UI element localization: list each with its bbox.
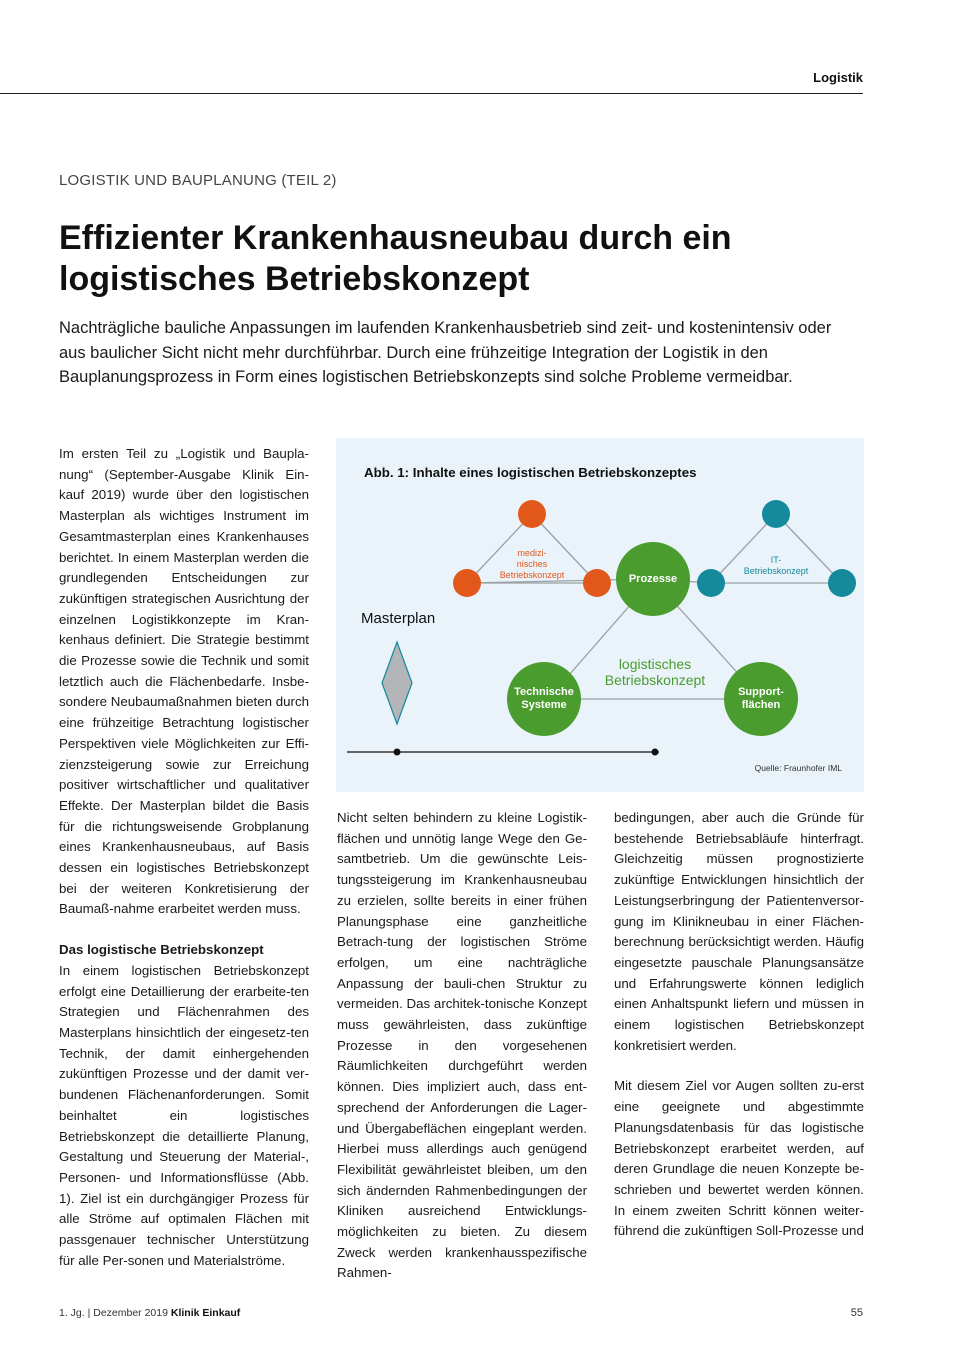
footer-issue: 1. Jg. | Dezember 2019	[59, 1307, 168, 1319]
timeline-dot-concept	[652, 749, 659, 756]
figure-1	[336, 438, 864, 792]
medical-node-top	[518, 500, 546, 528]
figure-title: Abb. 1: Inhalte eines logistischen Betriebskonzeptes	[364, 465, 697, 480]
header-section-label: Logistik	[813, 70, 863, 85]
timeline-dot-masterplan	[394, 749, 401, 756]
medical-node-left	[453, 569, 481, 597]
text-column-3	[614, 808, 864, 1242]
col1-subheading: Das logistische Betriebskonzept	[59, 942, 264, 958]
page-number: 55	[850, 1307, 863, 1319]
col1-paragraph-2: In einem logistischen Betriebskonzept erfolgt eine Detaillierung der erarbeite-ten Strategien und Flächenrahmen des Masterplans hinsichtlich der eingesetz-ten Technik, der damit einhergehenden zukünftigen Prozesse und der damit ver-bundenen Flächenanforderungen. Somit beinhaltet ein logistisches Betriebskonzept die detaillierte Planung, Gestaltung und Steuerung der Material-, Personen- und Informationsflüsse (Abb. 1). Ziel ist ein durchgängiger Prozess für alle Ströme auf optimalen Flächen mit passgenauer technischer Unterstützung für alle Per-sonen und Materialströme.	[59, 962, 309, 1268]
it-node-right	[828, 569, 856, 597]
processes-label: Prozesse	[628, 573, 678, 585]
article-kicker: LOGISTIK UND BAUPLANUNG (TEIL 2)	[59, 172, 337, 189]
medical-node-right	[583, 569, 611, 597]
tech-systems-label: Technische Systeme	[514, 686, 574, 711]
col1-paragraph-1: Im ersten Teil zu „Logistik und Baupla-nung“ (September-Ausgabe Klinik Ein-kauf 2019) wurde über den logistischen Masterplan als wichtiges Instrument im Gesamtmasterplan eines Krankenhauses berichtet. In einem Masterplan werden die grundlegenden Entscheidungen zur zukünftigen strategischen Ausrichtung der einzelnen Logistikkonzepte im Kran-kenhaus definiert. Die Strategie bestimmt die Prozesse sowie die Technik und somit letztlich auch die Flächenbedarfe. Insbe-sondere Neubaumaßnahmen bieten durch eine frühzeitige Betrachtung logistischer Perspektiven viele Möglichkeiten zur Effi-zienzsteigerung sowie zur Erreichung positiver wirtschaftlicher und qualitativer Effekte. Der Masterplan bildet die Basis für die richtungsweisende Grobplanung eines Krankenhausneubaus, auf Basis dessen ein logistisches Betriebskonzept bei der weiteren Konkretisierung der Baumaß-nahme erarbeitet werden muss.	[59, 446, 309, 917]
masterplan-diamond	[382, 642, 412, 724]
article-lead: Nachträgliche bauliche Anpassungen im laufenden Krankenhausbetrieb sind zeit- und kostenintensiv oder aus baulicher Sicht nicht mehr durchführbar. Durch eine frühzeitige Integration der Logistik in den Bauplanungsprozess in Form eines logistischen Betriebskonzepts sind solche Probleme vermeidbar.	[59, 319, 832, 386]
it-concept-label: IT- Betriebskonzept	[743, 555, 809, 576]
center-label: logistisches Betriebskonzept	[604, 656, 706, 688]
it-node-left	[697, 569, 725, 597]
footer-magazine: Klinik Einkauf	[170, 1307, 241, 1319]
figure-source: Quelle: Fraunhofer IML	[754, 763, 842, 773]
text-column-2	[337, 808, 587, 1284]
header-rule	[0, 93, 863, 94]
col2-paragraph-1: Nicht selten behindern zu kleine Logistik-flächen und unnötig lange Wege den Ge-samtbetrieb. Um die gewünschte Leis-tungssteigerung im Krankenhausneubau zu erzielen, sollte bereits in einer frühen Planungsphase eine ganzheitliche Betrach-tung der logistischen Ströme erfolgen, um eine nachträgliche Anpassung der bauli-chen Struktur zu vermeiden. Das architek-tonische Konzept muss gewährleisten, dass zukünftige Prozesse in den vorgesehenen Räumlichkeiten durchgeführt werden können. Dies impliziert auch, dass ent-sprechend der Anforderungen die Lager- und Übergabeflächen eingeplant werden. Hierbei muss allerdings auch genügend Flexibilität gewährleistet bleiben, um den sich ändernden Rahmenbedingungen der Kliniken ausreichend Entwicklungs-möglichkeiten zu bieten. Zu diesem Zweck werden krankenhausspezifische Rahmen-	[337, 810, 587, 1281]
article-title: Effizienter Krankenhausneubau durch ein logistisches Betriebskonzept	[59, 219, 732, 298]
col3-paragraph-2: Mit diesem Ziel vor Augen sollten zu-erst eine geeignete und abgestimmte Planungsdatenbasis für das logistische Betriebskonzept erarbeitet werden, auf deren Grundlage die neuen Konzepte be-schrieben und bewertet werden können. In einem zweiten Schritt können weiter-führend die zukünftigen Soll-Prozesse und	[614, 1078, 864, 1239]
paragraph-gap	[59, 920, 309, 940]
medical-concept-label: medizi- nisches Betriebskonzept	[499, 548, 565, 580]
masterplan-label: Masterplan	[361, 610, 436, 627]
paragraph-gap	[614, 1056, 864, 1076]
it-node-top	[762, 500, 790, 528]
support-areas-label: Support- flächen	[738, 686, 784, 711]
col3-paragraph-1: bedingungen, aber auch die Gründe für bestehende Betriebsabläufe hinterfragt. Gleichzeitig müssen prognostizierte zukünftige Entwicklungen hinsichtlich der Leistungserbringung der Patientenversor-gung im Klinikneubau in einer Flächen-berechnung berücksichtigt werden. Häufig eingesetzte pauschale Planungsansätze und Erfahrungswerte können lediglich einen Anhaltspunkt liefern und müssen in einem logistischen Betriebskonzept konkretisiert werden.	[614, 810, 864, 1053]
footer-info	[59, 1307, 240, 1319]
text-column-1	[59, 444, 309, 1271]
